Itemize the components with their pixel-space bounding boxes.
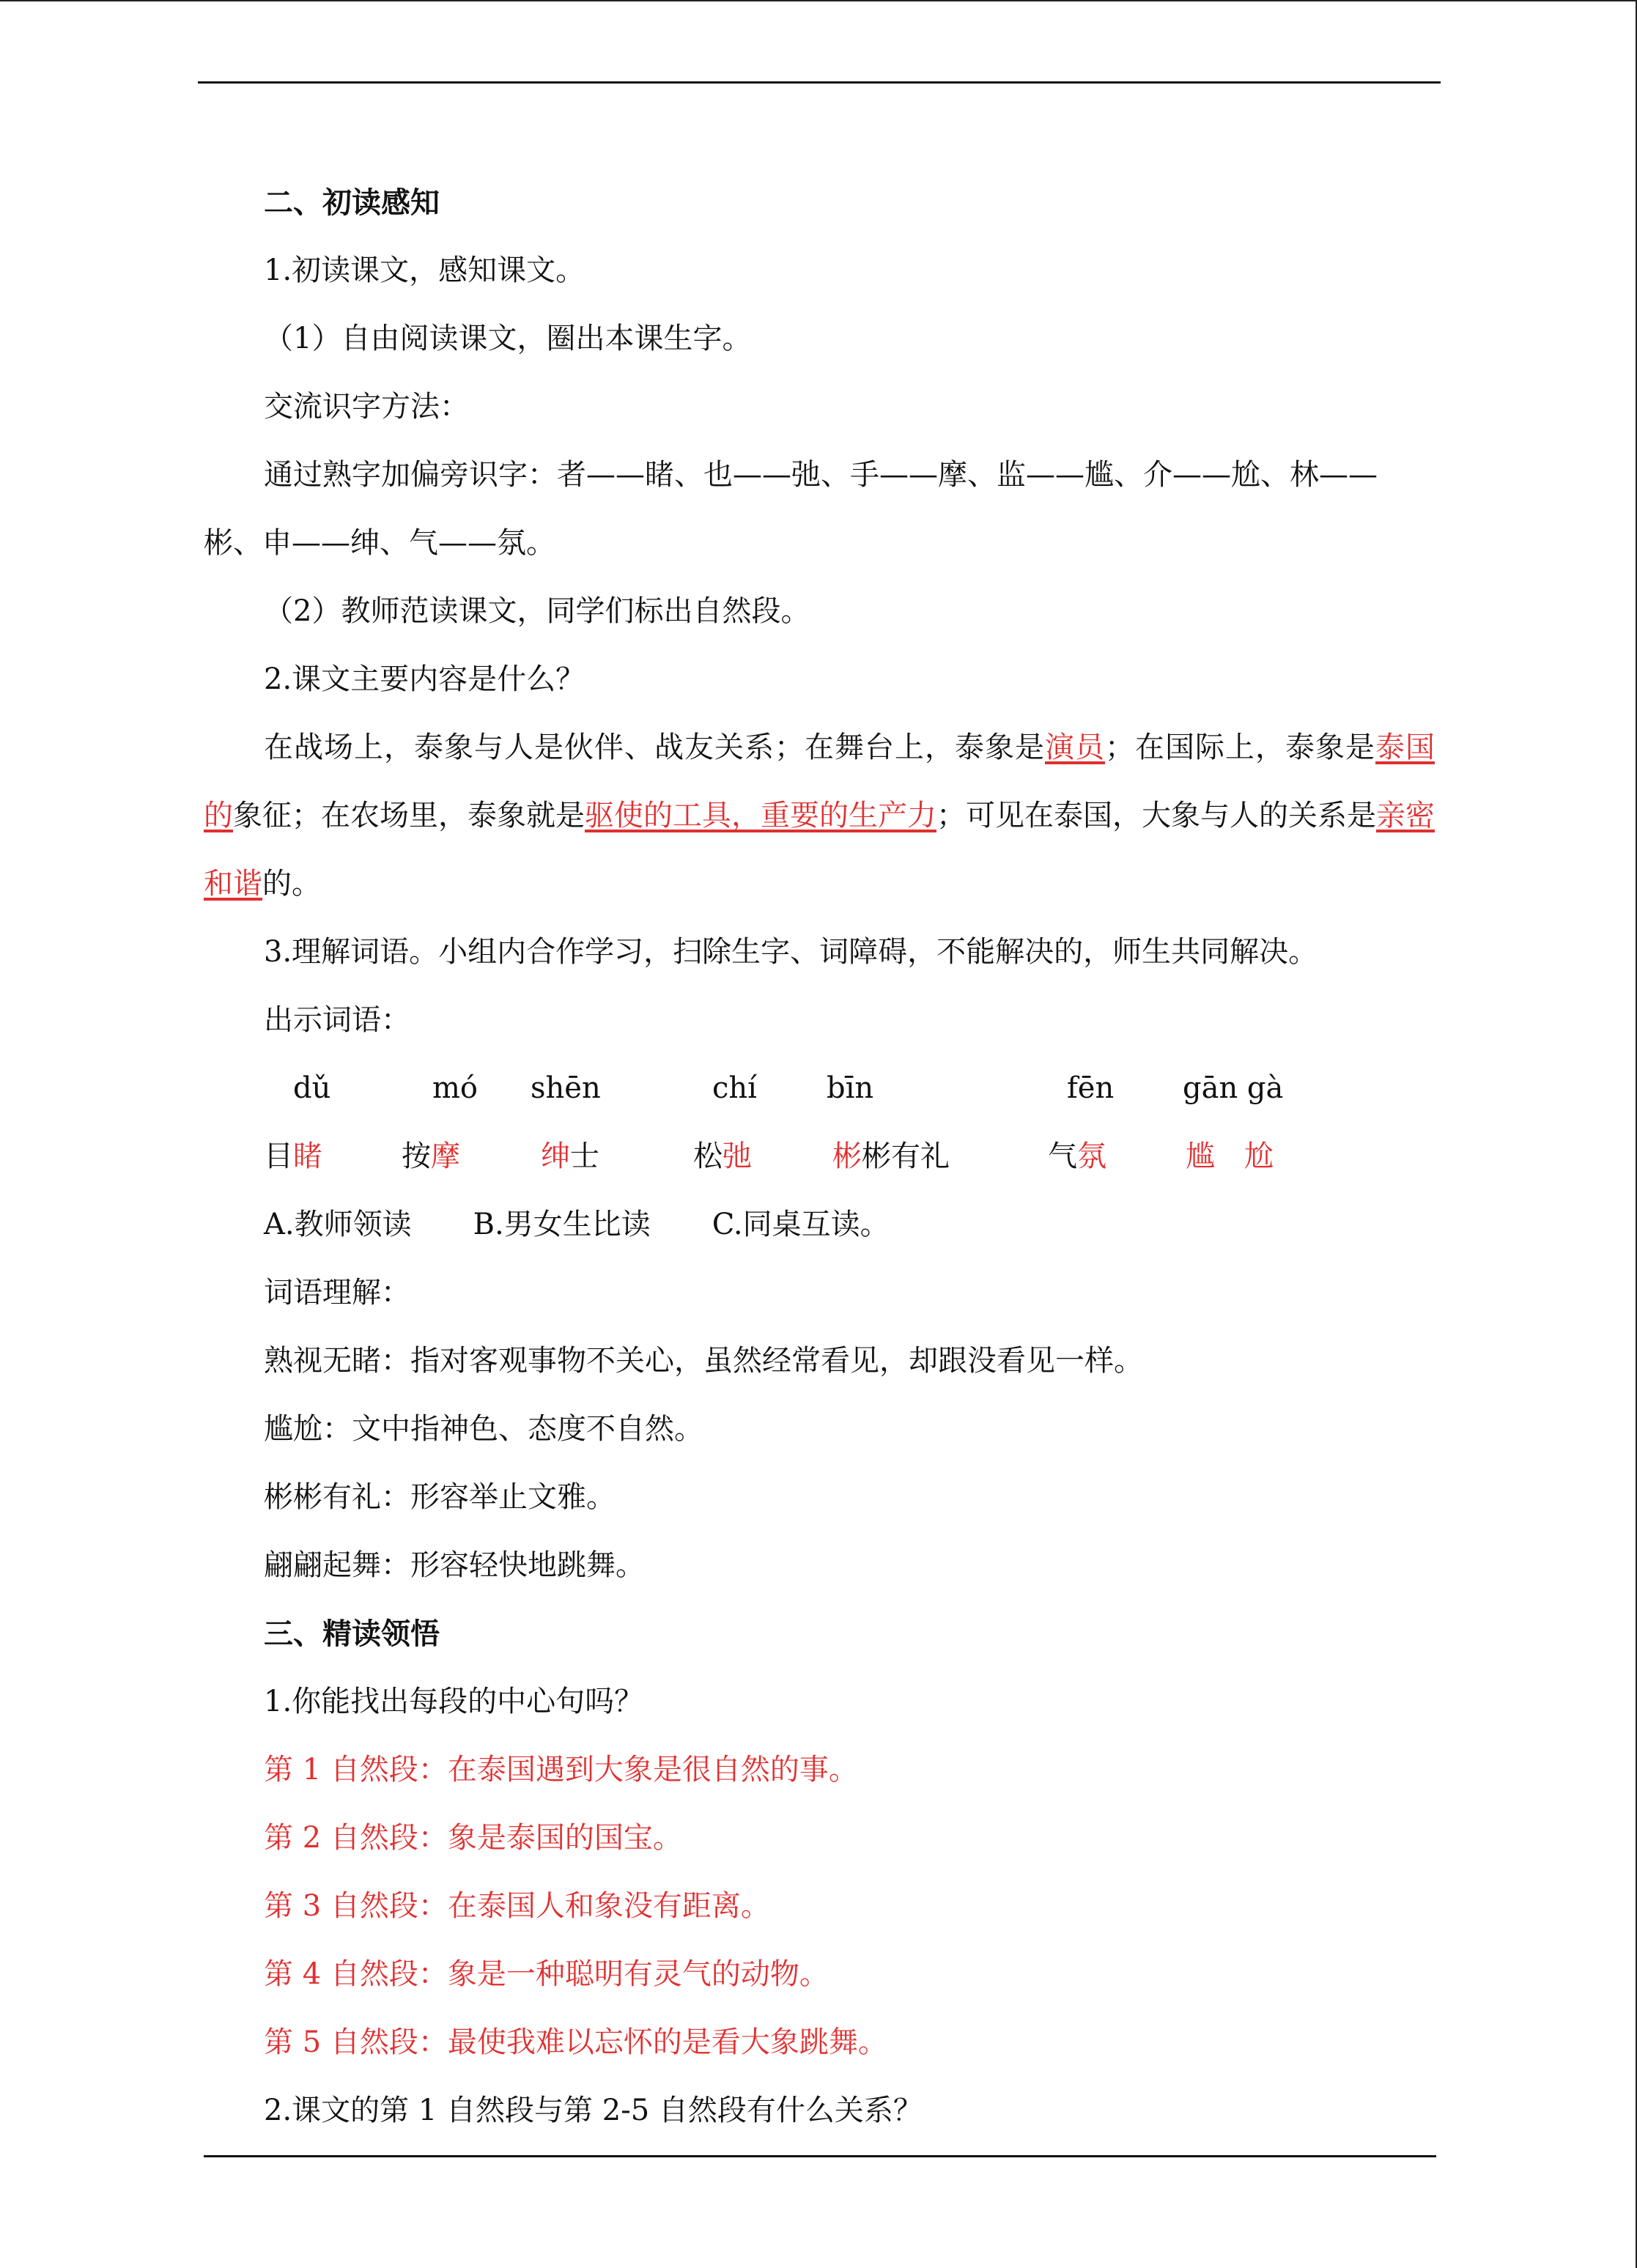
pinyin-4: chí: [712, 1071, 757, 1105]
method-line-2: 彬、申——绅、气——氛。: [204, 526, 555, 560]
pinyin-row: [204, 1054, 1435, 1123]
answer-5: 第 5 自然段：最使我难以忘怀的是看大象跳舞。: [264, 2025, 887, 2059]
summary-text-4: ；可见在泰国，大象与人的关系是: [936, 799, 1376, 832]
word-1: 目睹: [264, 1139, 322, 1173]
summary-text-3: 象征；在农场里，泰象就是: [233, 799, 585, 832]
item-1: 1.初读课文，感知课文。: [264, 254, 585, 287]
show-words-label: 出示词语：: [264, 1003, 410, 1037]
definition-3: 彬彬有礼：形容举止文雅。: [264, 1480, 616, 1514]
understand-label: 词语理解：: [264, 1276, 410, 1310]
section-heading-3: 三、精读领悟: [264, 1617, 440, 1651]
word-2: 按摩: [402, 1139, 460, 1173]
summary-answer-1: 演员: [1045, 731, 1105, 764]
word-6: 气氛: [1048, 1139, 1106, 1173]
section3-item-1: 1.你能找出每段的中心句吗？: [264, 1685, 644, 1718]
method-label: 交流识字方法：: [264, 390, 469, 424]
summary-paragraph: [204, 714, 1435, 918]
definition-2: 尴尬：文中指神色、态度不自然。: [264, 1412, 703, 1446]
answer-4: 第 4 自然段：象是一种聪明有灵气的动物。: [264, 1957, 829, 1991]
pinyin-5: bīn: [827, 1071, 874, 1105]
read-mode-c: C.同桌互读。: [712, 1208, 890, 1241]
pinyin-6: fēn: [1067, 1071, 1115, 1105]
pinyin-7: gān gà: [1183, 1071, 1284, 1105]
answer-3: 第 3 自然段：在泰国人和象没有距离。: [264, 1889, 770, 1923]
summary-answer-4: 亲密和谐: [204, 799, 1435, 901]
pinyin-2: mó: [432, 1071, 478, 1105]
footer-rule: [204, 2155, 1436, 2157]
summary-text-1: 在战场上，泰象与人是伙伴、战友关系；在舞台上，泰象是: [264, 731, 1045, 764]
summary-answer-2: 泰国的: [204, 731, 1435, 832]
answer-1: 第 1 自然段：在泰国遇到大象是很自然的事。: [264, 1753, 858, 1787]
summary-text-2: ；在国际上，泰象是: [1105, 731, 1375, 764]
word-3: 绅士: [541, 1139, 599, 1173]
word-7: 尴 尬: [1186, 1139, 1274, 1173]
summary-text-5: 的。: [262, 867, 321, 901]
pinyin-3: shēn: [531, 1071, 601, 1105]
pinyin-1: dǔ: [293, 1071, 331, 1105]
item-1-sub-1: （1）自由阅读课文，圈出本课生字。: [264, 322, 752, 355]
definition-4: 翩翩起舞：形容轻快地跳舞。: [264, 1548, 645, 1582]
section3-item-2: 2.课文的第 1 自然段与第 2-5 自然段有什么关系？: [264, 2094, 923, 2127]
section-heading-2: 二、初读感知: [264, 185, 440, 220]
method-line-1: 通过熟字加偏旁识字：者——睹、也——弛、手——摩、监——尴、介——尬、林——: [264, 458, 1378, 492]
read-mode-a: A.教师领读: [264, 1208, 412, 1241]
answer-2: 第 2 自然段：象是泰国的国宝。: [264, 1821, 682, 1855]
definition-1: 熟视无睹：指对客观事物不关心，虽然经常看见，却跟没看见一样。: [264, 1344, 1143, 1378]
item-2: 2.课文主要内容是什么？: [264, 662, 585, 696]
read-mode-b: B.男女生比读: [473, 1208, 651, 1241]
header-rule: [198, 81, 1441, 84]
word-row: [204, 1123, 1435, 1191]
read-modes: [204, 1191, 1435, 1259]
item-1-sub-2: （2）教师范读课文，同学们标出自然段。: [264, 594, 810, 628]
word-5: 彬彬有礼: [832, 1139, 950, 1173]
summary-answer-3: 驱使的工具，重要的生产力: [585, 799, 936, 832]
document-body: [204, 169, 1435, 2145]
item-3: 3.理解词语。小组内合作学习，扫除生字、词障碍，不能解决的，师生共同解决。: [264, 935, 1318, 969]
word-4: 松弛: [693, 1139, 752, 1173]
